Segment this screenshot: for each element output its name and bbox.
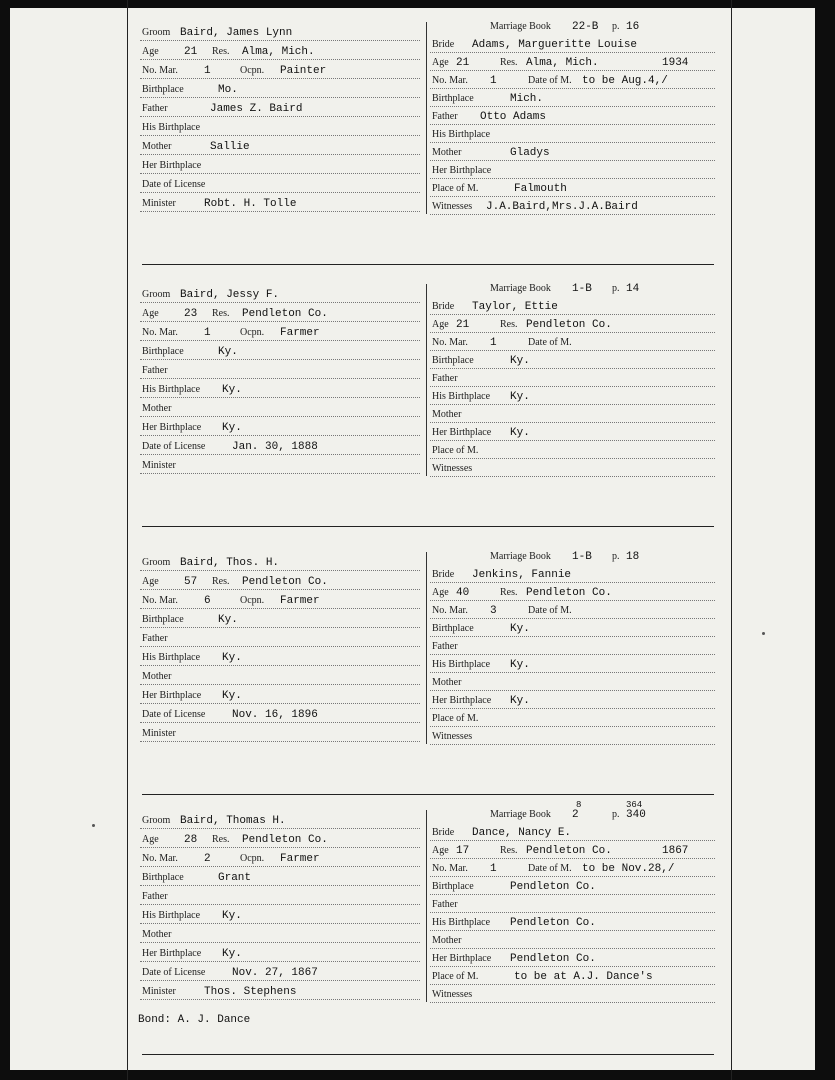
field-label: Age <box>432 57 449 68</box>
groom-her-birthplace-row <box>140 943 420 962</box>
groom-his-birthplace-row <box>140 647 420 666</box>
marriage-book-value: 22-B <box>572 21 599 33</box>
bond-line <box>138 1014 250 1026</box>
groom-groom-value: Baird, Thos. H. <box>180 557 280 569</box>
groom-age-value: 28 <box>184 834 198 846</box>
groom-birthplace-value: Ky. <box>218 346 238 358</box>
groom-his-birthplace-value: Ky. <box>222 910 242 922</box>
groom-minister-row <box>140 193 420 212</box>
field-label: Date of License <box>142 441 206 452</box>
bride-mother-row <box>430 930 715 949</box>
record-separator-rule <box>142 1054 714 1055</box>
field-label: Birthplace <box>432 355 474 366</box>
bride-age-row <box>430 840 715 859</box>
bride-bride-value: Dance, Nancy E. <box>472 827 572 839</box>
field-label: Birthplace <box>142 872 184 883</box>
bride-place-of-m-row <box>430 708 715 727</box>
groom-age-row <box>140 829 420 848</box>
groom-her-birthplace-value: Ky. <box>222 690 242 702</box>
bond-label: Bond: <box>138 1014 172 1026</box>
groom-father-row <box>140 98 420 117</box>
bride-bride-row <box>430 822 715 841</box>
field-label: Date of M. <box>528 337 572 348</box>
bride-no-mar-value: 1 <box>490 863 497 875</box>
field-label: Witnesses <box>432 201 473 212</box>
bride-her-birthplace-row <box>430 160 715 179</box>
groom-no-mar-value: Farmer <box>280 853 320 865</box>
bride-her-birthplace-row <box>430 948 715 967</box>
bride-place-of-m-row <box>430 178 715 197</box>
field-label: Minister <box>142 986 176 997</box>
field-label: Birthplace <box>142 346 184 357</box>
marriage-book-row <box>430 800 715 822</box>
field-label: Mother <box>142 403 172 414</box>
field-label: Her Birthplace <box>432 427 492 438</box>
bride-her-birthplace-row <box>430 422 715 441</box>
record-separator-rule <box>142 794 714 795</box>
marriage-book-row <box>430 278 715 296</box>
bride-bride-value: Adams, Margueritte Louise <box>472 39 638 51</box>
bride-bride-row <box>430 34 715 53</box>
groom-age-row <box>140 41 420 60</box>
field-label: Age <box>432 845 449 856</box>
groom-groom-row <box>140 552 420 571</box>
groom-minister-row <box>140 455 420 474</box>
groom-no-mar-value: Farmer <box>280 595 320 607</box>
bride-mother-row <box>430 142 715 161</box>
groom-no-mar-value: Farmer <box>280 327 320 339</box>
bride-witnesses-row <box>430 196 715 215</box>
bride-no-mar-row <box>430 332 715 351</box>
bride-birthplace-value: Ky. <box>510 623 530 635</box>
groom-birthplace-value: Grant <box>218 872 252 884</box>
bride-bride-value: Taylor, Ettie <box>472 301 558 313</box>
field-label: Res. <box>212 46 230 57</box>
groom-age-value: 57 <box>184 576 198 588</box>
field-label: His Birthplace <box>142 384 201 395</box>
field-label: Date of M. <box>528 75 572 86</box>
field-label: No. Mar. <box>142 327 178 338</box>
field-label: Birthplace <box>432 881 474 892</box>
bride-age-value: Pendleton Co. <box>526 587 612 599</box>
bride-her-birthplace-value: Ky. <box>510 427 530 439</box>
field-label: p. <box>612 551 620 562</box>
groom-date-of-license-value: Jan. 30, 1888 <box>232 441 318 453</box>
groom-no-mar-row <box>140 60 420 79</box>
field-label: p. <box>612 809 620 820</box>
bride-bride-value: Jenkins, Fannie <box>472 569 572 581</box>
groom-mother-row <box>140 666 420 685</box>
field-label: No. Mar. <box>142 65 178 76</box>
bride-age-value: 40 <box>456 587 470 599</box>
groom-date-of-license-value: Nov. 16, 1896 <box>232 709 318 721</box>
bride-his-birthplace-value: Pendleton Co. <box>510 917 596 929</box>
groom-her-birthplace-row <box>140 417 420 436</box>
field-label: Ocpn. <box>240 853 265 864</box>
bride-no-mar-value: 3 <box>490 605 497 617</box>
field-label: Groom <box>142 289 171 300</box>
field-label: Res. <box>212 834 230 845</box>
groom-minister-row <box>140 981 420 1000</box>
field-label: Age <box>142 308 159 319</box>
field-label: Marriage Book <box>490 809 551 820</box>
groom-mother-row <box>140 136 420 155</box>
bride-birthplace-row <box>430 618 715 637</box>
groom-his-birthplace-value: Ky. <box>222 384 242 396</box>
marriage-record-card <box>128 278 733 528</box>
field-label: No. Mar. <box>142 853 178 864</box>
bride-father-row <box>430 106 715 125</box>
record-separator-rule <box>142 264 714 265</box>
field-label: Groom <box>142 27 171 38</box>
field-label: Date of License <box>142 179 206 190</box>
field-label: Res. <box>500 587 518 598</box>
field-label: Witnesses <box>432 731 473 742</box>
bride-birthplace-value: Pendleton Co. <box>510 881 596 893</box>
field-label: Res. <box>500 845 518 856</box>
bride-bride-row <box>430 564 715 583</box>
groom-no-mar-value: 1 <box>204 327 211 339</box>
bride-place-of-m-row <box>430 966 715 985</box>
bride-birthplace-value: Ky. <box>510 355 530 367</box>
marriage-record-card <box>128 546 733 796</box>
bride-father-row <box>430 368 715 387</box>
bride-age-value: Pendleton Co. <box>526 845 612 857</box>
field-label: Date of M. <box>528 605 572 616</box>
bride-her-birthplace-value: Pendleton Co. <box>510 953 596 965</box>
groom-no-mar-row <box>140 848 420 867</box>
groom-no-mar-value: Painter <box>280 65 327 77</box>
field-label: Mother <box>142 671 172 682</box>
field-label: Place of M. <box>432 445 479 456</box>
groom-no-mar-value: 6 <box>204 595 211 607</box>
field-label: Date of License <box>142 967 206 978</box>
bride-her-birthplace-value: Ky. <box>510 695 530 707</box>
bride-age-value: Pendleton Co. <box>526 319 612 331</box>
marriage-book-row <box>430 16 715 34</box>
field-label: Father <box>142 633 168 644</box>
bride-father-row <box>430 636 715 655</box>
bride-birthplace-row <box>430 350 715 369</box>
field-label: His Birthplace <box>142 652 201 663</box>
groom-groom-row <box>140 810 420 829</box>
field-label: No. Mar. <box>142 595 178 606</box>
bride-birthplace-row <box>430 88 715 107</box>
groom-no-mar-row <box>140 322 420 341</box>
column-divider <box>426 22 427 214</box>
field-label: Ocpn. <box>240 65 265 76</box>
field-label: Ocpn. <box>240 595 265 606</box>
field-label: Place of M. <box>432 971 479 982</box>
field-label: Minister <box>142 198 176 209</box>
bride-no-mar-value: 1 <box>490 337 497 349</box>
groom-groom-value: Baird, Thomas H. <box>180 815 286 827</box>
bride-no-mar-row <box>430 858 715 877</box>
bride-no-mar-value: to be Nov.28,/ <box>582 863 675 875</box>
field-label: Place of M. <box>432 713 479 724</box>
bride-age-row <box>430 582 715 601</box>
groom-minister-value: Thos. Stephens <box>204 986 297 998</box>
field-label: Bride <box>432 301 455 312</box>
bride-no-mar-row <box>430 600 715 619</box>
field-label: No. Mar. <box>432 75 468 86</box>
groom-groom-value: Baird, James Lynn <box>180 27 293 39</box>
groom-father-row <box>140 360 420 379</box>
groom-mother-row <box>140 924 420 943</box>
field-label: Her Birthplace <box>432 953 492 964</box>
field-label: Father <box>432 641 458 652</box>
field-label: Her Birthplace <box>432 695 492 706</box>
field-label: Birthplace <box>142 614 184 625</box>
bride-witnesses-value: J.A.Baird,Mrs.J.A.Baird <box>486 201 638 213</box>
groom-his-birthplace-row <box>140 117 420 136</box>
marriage-book-value: 340 <box>626 809 646 821</box>
field-label: Res. <box>500 319 518 330</box>
field-label: Date of License <box>142 709 206 720</box>
bride-age-value: 1867 <box>662 845 689 857</box>
bride-place-of-m-row <box>430 440 715 459</box>
field-label: Her Birthplace <box>142 160 202 171</box>
groom-her-birthplace-value: Ky. <box>222 422 242 434</box>
bride-father-row <box>430 894 715 913</box>
field-label: His Birthplace <box>432 129 491 140</box>
field-label: Mother <box>142 141 172 152</box>
groom-birthplace-row <box>140 867 420 886</box>
bride-age-value: 21 <box>456 319 470 331</box>
marriage-book-value: 16 <box>626 21 640 33</box>
groom-age-value: Pendleton Co. <box>242 576 328 588</box>
groom-mother-value: Sallie <box>210 141 250 153</box>
bride-his-birthplace-row <box>430 124 715 143</box>
bride-age-row <box>430 52 715 71</box>
bride-age-value: 1934 <box>662 57 689 69</box>
field-label: Father <box>432 111 458 122</box>
bride-witnesses-row <box>430 984 715 1003</box>
bride-witnesses-row <box>430 726 715 745</box>
bride-witnesses-row <box>430 458 715 477</box>
marriage-book-value: 14 <box>626 283 640 295</box>
groom-date-of-license-row <box>140 962 420 981</box>
field-label: Age <box>142 834 159 845</box>
bride-age-row <box>430 314 715 333</box>
bride-his-birthplace-row <box>430 654 715 673</box>
field-label: Mother <box>432 677 462 688</box>
bond-value: A. J. Dance <box>177 1014 251 1026</box>
field-label: Father <box>142 365 168 376</box>
groom-date-of-license-value: Nov. 27, 1867 <box>232 967 318 979</box>
field-label: Bride <box>432 569 455 580</box>
field-label: Bride <box>432 827 455 838</box>
field-label: His Birthplace <box>432 391 491 402</box>
marriage-book-value: 18 <box>626 551 640 563</box>
column-divider <box>426 810 427 1002</box>
field-label: Father <box>432 373 458 384</box>
field-label: Minister <box>142 460 176 471</box>
field-label: His Birthplace <box>432 917 491 928</box>
groom-her-birthplace-row <box>140 685 420 704</box>
marriage-record-card <box>128 16 733 266</box>
marriage-book-value: 1-B <box>572 283 592 295</box>
field-label: Res. <box>212 308 230 319</box>
bride-bride-row <box>430 296 715 315</box>
record-separator-rule <box>142 526 714 527</box>
groom-minister-value: Robt. H. Tolle <box>204 198 297 210</box>
bride-place-of-m-value: Falmouth <box>514 183 567 195</box>
field-label: Minister <box>142 728 176 739</box>
groom-birthplace-value: Ky. <box>218 614 238 626</box>
field-label: Groom <box>142 557 171 568</box>
bride-age-value: Alma, Mich. <box>526 57 599 69</box>
field-label: Age <box>432 319 449 330</box>
field-label: Her Birthplace <box>432 165 492 176</box>
bride-her-birthplace-row <box>430 690 715 709</box>
groom-birthplace-row <box>140 341 420 360</box>
field-label: Father <box>142 891 168 902</box>
column-divider <box>426 284 427 476</box>
groom-groom-row <box>140 284 420 303</box>
field-label: Res. <box>500 57 518 68</box>
book-annotation: 8 <box>576 800 582 810</box>
groom-age-row <box>140 571 420 590</box>
groom-date-of-license-row <box>140 704 420 723</box>
field-label: Marriage Book <box>490 551 551 562</box>
groom-age-value: Pendleton Co. <box>242 834 328 846</box>
page-annotation: 364 <box>626 800 643 810</box>
bride-no-mar-value: 1 <box>490 75 497 87</box>
field-label: Witnesses <box>432 989 473 1000</box>
groom-date-of-license-row <box>140 436 420 455</box>
groom-her-birthplace-row <box>140 155 420 174</box>
field-label: Mother <box>432 935 462 946</box>
marriage-book-value: 2 <box>572 809 579 821</box>
groom-date-of-license-row <box>140 174 420 193</box>
field-label: Birthplace <box>432 93 474 104</box>
bride-his-birthplace-value: Ky. <box>510 659 530 671</box>
bride-no-mar-value: to be Aug.4,/ <box>582 75 668 87</box>
groom-his-birthplace-value: Ky. <box>222 652 242 664</box>
field-label: His Birthplace <box>432 659 491 670</box>
bride-mother-value: Gladys <box>510 147 550 159</box>
groom-age-value: 23 <box>184 308 198 320</box>
bride-father-value: Otto Adams <box>480 111 547 123</box>
groom-her-birthplace-value: Ky. <box>222 948 242 960</box>
column-divider <box>426 552 427 744</box>
groom-age-value: 21 <box>184 46 198 58</box>
field-label: Groom <box>142 815 171 826</box>
groom-no-mar-value: 2 <box>204 853 211 865</box>
groom-birthplace-row <box>140 79 420 98</box>
field-label: Witnesses <box>432 463 473 474</box>
groom-groom-value: Baird, Jessy F. <box>180 289 280 301</box>
bride-age-value: 21 <box>456 57 470 69</box>
groom-birthplace-row <box>140 609 420 628</box>
field-label: Her Birthplace <box>142 948 202 959</box>
field-label: Bride <box>432 39 455 50</box>
field-label: No. Mar. <box>432 605 468 616</box>
bride-his-birthplace-row <box>430 912 715 931</box>
groom-minister-row <box>140 723 420 742</box>
field-label: Her Birthplace <box>142 422 202 433</box>
field-label: Age <box>432 587 449 598</box>
field-label: Marriage Book <box>490 283 551 294</box>
groom-groom-row <box>140 22 420 41</box>
field-label: His Birthplace <box>142 122 201 133</box>
field-label: Her Birthplace <box>142 690 202 701</box>
field-label: Birthplace <box>142 84 184 95</box>
field-label: Age <box>142 46 159 57</box>
bride-mother-row <box>430 404 715 423</box>
groom-father-row <box>140 628 420 647</box>
field-label: Mother <box>432 409 462 420</box>
groom-mother-row <box>140 398 420 417</box>
groom-age-value: Pendleton Co. <box>242 308 328 320</box>
groom-age-value: Alma, Mich. <box>242 46 315 58</box>
groom-no-mar-value: 1 <box>204 65 211 77</box>
bride-place-of-m-value: to be at A.J. Dance's <box>514 971 653 983</box>
field-label: Father <box>432 899 458 910</box>
field-label: No. Mar. <box>432 337 468 348</box>
field-label: Date of M. <box>528 863 572 874</box>
bride-birthplace-value: Mich. <box>510 93 544 105</box>
field-label: Mother <box>142 929 172 940</box>
field-label: p. <box>612 283 620 294</box>
field-label: No. Mar. <box>432 863 468 874</box>
field-label: Mother <box>432 147 462 158</box>
ink-speck <box>762 632 765 635</box>
field-label: Ocpn. <box>240 327 265 338</box>
bride-no-mar-row <box>430 70 715 89</box>
ink-speck <box>92 824 95 827</box>
marriage-book-value: 1-B <box>572 551 592 563</box>
groom-birthplace-value: Mo. <box>218 84 238 96</box>
bride-mother-row <box>430 672 715 691</box>
marriage-record-card <box>128 800 733 1054</box>
groom-age-row <box>140 303 420 322</box>
bride-his-birthplace-row <box>430 386 715 405</box>
field-label: Birthplace <box>432 623 474 634</box>
groom-father-value: James Z. Baird <box>210 103 303 115</box>
field-label: p. <box>612 21 620 32</box>
groom-father-row <box>140 886 420 905</box>
groom-no-mar-row <box>140 590 420 609</box>
field-label: Father <box>142 103 168 114</box>
field-label: Age <box>142 576 159 587</box>
field-label: His Birthplace <box>142 910 201 921</box>
bride-his-birthplace-value: Ky. <box>510 391 530 403</box>
field-label: Place of M. <box>432 183 479 194</box>
marriage-book-row <box>430 546 715 564</box>
field-label: Marriage Book <box>490 21 551 32</box>
groom-his-birthplace-row <box>140 379 420 398</box>
bride-age-value: 17 <box>456 845 470 857</box>
field-label: Res. <box>212 576 230 587</box>
record-sheet <box>128 8 733 1070</box>
bride-birthplace-row <box>430 876 715 895</box>
groom-his-birthplace-row <box>140 905 420 924</box>
